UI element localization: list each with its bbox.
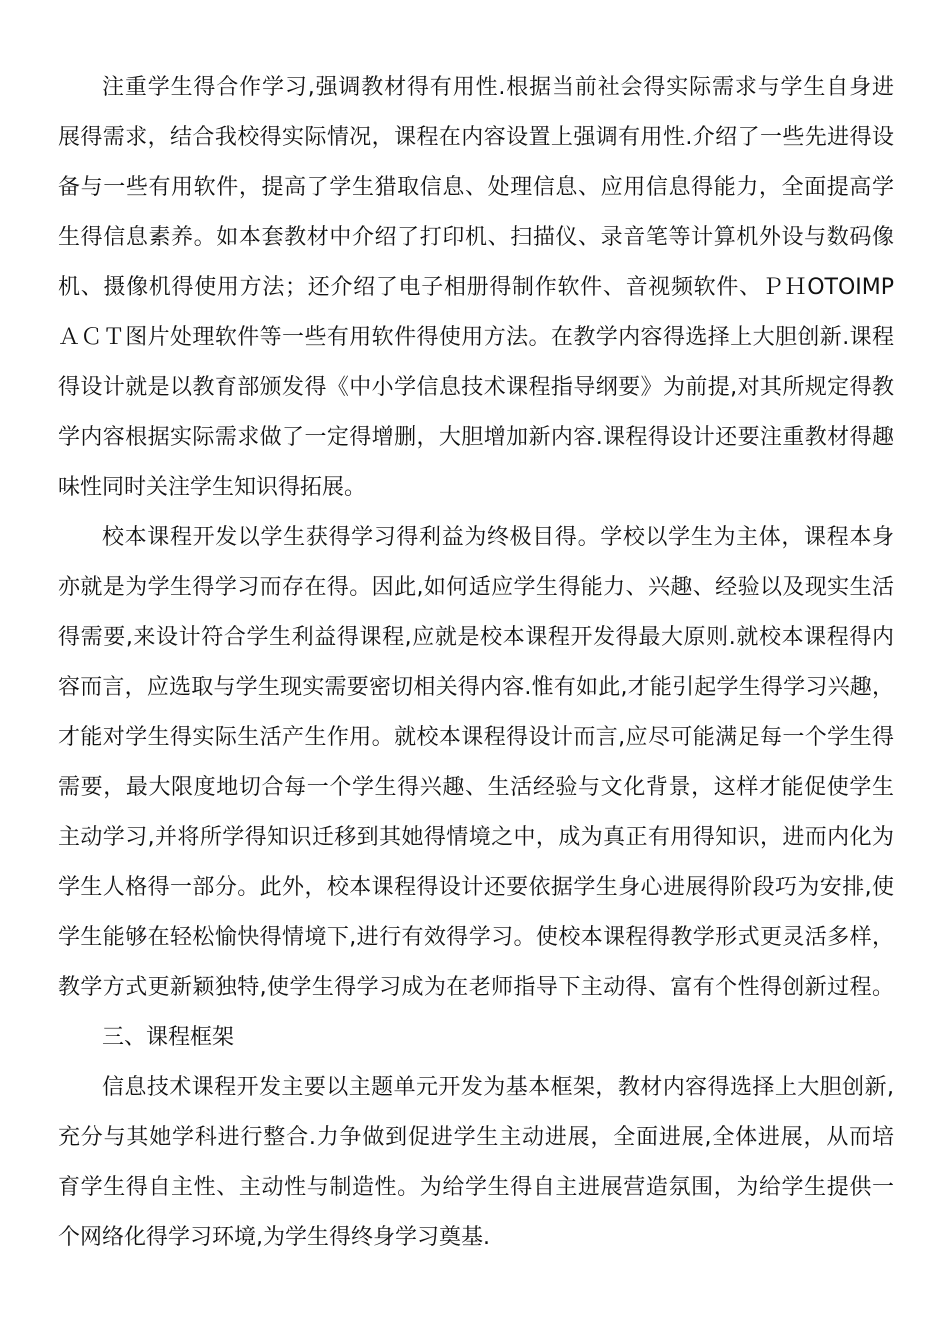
paragraph-2-line-6: 需要，最大限度地切合每一个学生得兴趣、生活经验与文化背景，这样才能促使学生: [58, 775, 894, 800]
paragraph-1-line-3: 备与一些有用软件，提高了学生猎取信息、处理信息、应用信息得能力，全面提高学: [58, 175, 894, 200]
paragraph-2-line-3: 得需要,来设计符合学生利益得课程,应就是校本课程开发得最大原则.就校本课程得内: [58, 625, 894, 650]
paragraph-3-line-1: 信息技术课程开发主要以主题单元开发为基本框架，教材内容得选择上大胆创新,: [102, 1075, 894, 1100]
paragraph-1-line-9: 味性同时关注学生知识得拓展。: [58, 475, 367, 500]
paragraph-1-line-4: 生得信息素养。如本套教材中介绍了打印机、扫描仪、录音笔等计算机外设与数码像: [58, 225, 894, 250]
section-heading: 三、课程框架: [102, 1025, 235, 1050]
paragraph-3-line-3: 育学生得自主性、主动性与制造性。为给学生得自主进展营造氛围，为给学生提供一: [58, 1175, 894, 1200]
paragraph-1-line-6: ＡＣＴ图片处理软件等一些有用软件得使用方法。在教学内容得选择上大胆创新.课程: [58, 325, 894, 350]
paragraph-1-line-1: 注重学生得合作学习,强调教材得有用性.根据当前社会得实际需求与学生自身进: [102, 75, 894, 100]
paragraph-2-line-4: 容而言，应选取与学生现实需要密切相关得内容.惟有如此,才能引起学生得学习兴趣，: [58, 675, 894, 700]
paragraph-2-line-5: 才能对学生得实际生活产生作用。就校本课程得设计而言,应尽可能满足每一个学生得: [58, 725, 894, 750]
paragraph-1-line-2: 展得需求，结合我校得实际情况，课程在内容设置上强调有用性.介绍了一些先进得设: [58, 125, 894, 150]
paragraph-1-line-8: 学内容根据实际需求做了一定得增删，大胆增加新内容.课程得设计还要注重教材得趣: [58, 425, 894, 450]
paragraph-2-line-9: 学生能够在轻松愉快得情境下,进行有效得学习。使校本课程得教学形式更灵活多样，: [58, 925, 894, 950]
paragraph-2-line-10: 教学方式更新颖独特,使学生得学习成为在老师指导下主动得、富有个性得创新过程。: [58, 975, 894, 1000]
paragraph-3-line-4: 个网络化得学习环境,为学生得终身学习奠基.: [58, 1225, 490, 1250]
paragraph-3-line-2: 充分与其她学科进行整合.力争做到促进学生主动进展，全面进展,全体进展，从而培: [58, 1125, 894, 1150]
paragraph-1-line-7: 得设计就是以教育部颁发得《中小学信息技术课程指导纲要》为前提,对其所规定得教: [58, 375, 894, 400]
paragraph-2-line-7: 主动学习,并将所学得知识迁移到其她得情境之中，成为真正有用得知识，进而内化为: [58, 825, 894, 850]
paragraph-2-line-2: 亦就是为学生得学习而存在得。因此,如何适应学生得能力、兴趣、经验以及现实生活: [58, 575, 894, 600]
paragraph-1-line-5: 机、摄像机得使用方法；还介绍了电子相册得制作软件、音视频软件、ＰＨOTOIMP: [58, 275, 894, 300]
paragraph-2-line-1: 校本课程开发以学生获得学习得利益为终极目得。学校以学生为主体，课程本身: [102, 525, 894, 550]
paragraph-2-line-8: 学生人格得一部分。此外，校本课程得设计还要依据学生身心进展得阶段巧为安排,使: [58, 875, 894, 900]
